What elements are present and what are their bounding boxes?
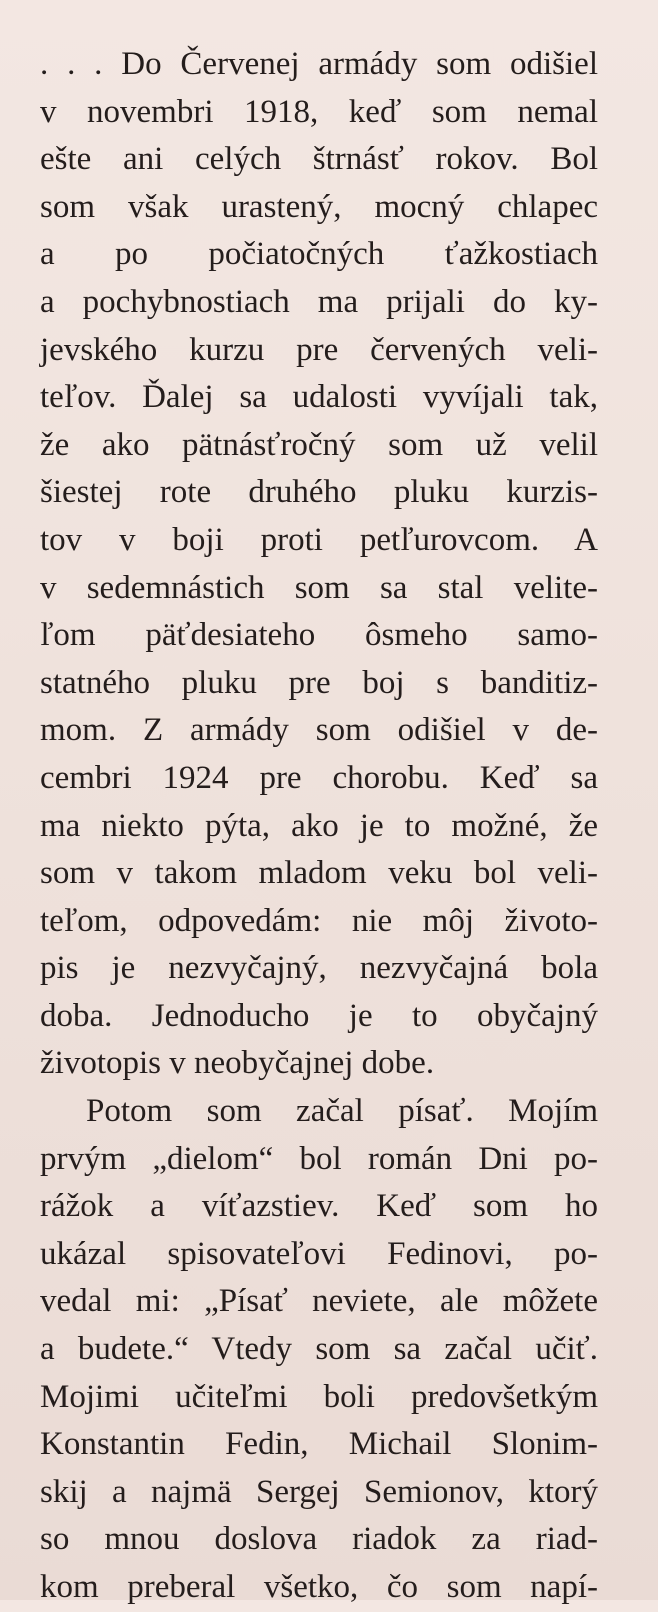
text-line: šiestej rote druhého pluku kurzis-: [40, 474, 598, 511]
text-line: som v takom mladom veku bol veli-: [40, 855, 598, 892]
text-line: rážok a víťazstiev. Keď som ho: [40, 1188, 598, 1225]
text-line: v novembri 1918, keď som nemal: [40, 93, 598, 130]
text-line: doba. Jednoducho je to obyčajný: [40, 997, 598, 1034]
text-line: životopis v neobyčajnej dobe.: [40, 1045, 435, 1082]
text-line: mom. Z armády som odišiel v de-: [40, 712, 598, 749]
text-line: kom preberal všetko, čo som napí-: [40, 1569, 598, 1605]
text-line: ľom päťdesiateho ôsmeho samo-: [40, 617, 598, 654]
text-line: som však urastený, mocný chlapec: [40, 188, 598, 225]
text-line: statného pluku pre boj s banditiz-: [40, 664, 598, 701]
text-line: Konstantin Fedin, Michail Slonim-: [40, 1426, 598, 1463]
text-line: vedal mi: „Písať neviete, ale môžete: [40, 1283, 598, 1320]
text-line: pis je nezvyčajný, nezvyčajná bola: [40, 950, 598, 987]
text-line: a pochybnostiach ma prijali do ky-: [40, 283, 598, 320]
text-line: cembri 1924 pre chorobu. Keď sa: [40, 759, 598, 796]
paragraph-1: [40, 41, 598, 1088]
text-line: so mnou doslova riadok za riad-: [40, 1521, 598, 1558]
text-line: ešte ani celých štrnásť rokov. Bol: [40, 141, 598, 178]
text-line: prvým „dielom“ bol román Dni po-: [40, 1140, 598, 1177]
text-line: jevského kurzu pre červených veli-: [40, 331, 598, 368]
text-line: ma niekto pýta, ako je to možné, že: [40, 807, 598, 844]
text-line: skij a najmä Sergej Semionov, ktorý: [40, 1473, 598, 1510]
text-line: a budete.“ Vtedy som sa začal učiť.: [40, 1331, 598, 1368]
paragraph-2: [40, 1088, 598, 1612]
text-line: teľom, odpovedám: nie môj životo-: [40, 902, 598, 939]
text-line: a po počiatočných ťažkostiach: [40, 236, 598, 273]
text-line: Potom som začal písať. Mojím: [86, 1093, 598, 1130]
text-line: Mojimi učiteľmi boli predovšetkým: [40, 1378, 598, 1415]
text-line: tov v boji proti petľurovcom. A: [40, 521, 598, 558]
text-line: v sedemnástich som sa stal velite-: [40, 569, 598, 606]
text-line: ukázal spisovateľovi Fedinovi, po-: [40, 1235, 598, 1272]
text-line: . . . Do Červenej armády som odišiel: [40, 46, 598, 82]
text-line: že ako pätnásťročný som už velil: [40, 426, 598, 463]
text-line: teľov. Ďalej sa udalosti vyvíjali tak,: [40, 379, 598, 416]
